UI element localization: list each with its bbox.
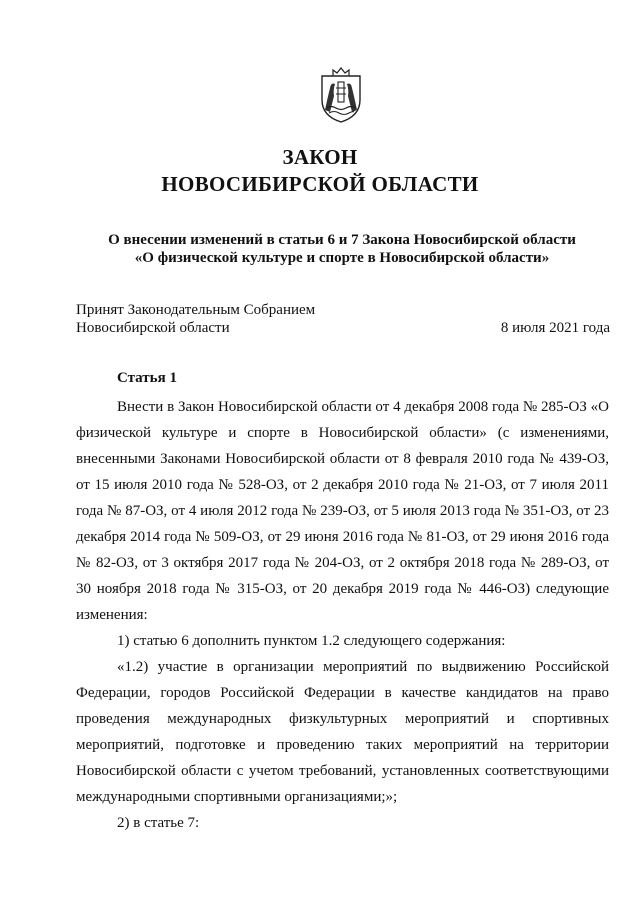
law-subtitle-line2: «О физической культуре и спорте в Новосибирской области» <box>134 250 550 266</box>
article-paragraph: 2) в статье 7: <box>117 815 200 831</box>
article-heading: Статья 1 <box>117 370 177 386</box>
law-subtitle-line1: О внесении изменений в статьи 6 и 7 Закона Новосибирской области <box>108 232 576 248</box>
article-paragraph: «1.2) участие в организации мероприятий по выдвижению Российской Федерации, городов Российской Федерации в качестве кандидатов на право проведения международных физкультурных мероприятий и спортивных мероприятий, подготовке и проведению таких мероприятий на территории Новосибирской области с учетом требований, установленных соответствующими международными спортивными организациями;»; <box>76 659 609 805</box>
adoption-date: 8 июля 2021 года <box>500 320 610 336</box>
adopted-by-line2: Новосибирской области <box>76 320 230 336</box>
article-paragraph: 1) статью 6 дополнить пунктом 1.2 следующего содержания: <box>117 633 506 649</box>
article-body <box>76 394 609 836</box>
adopted-by-line1: Принят Законодательным Собранием <box>76 302 316 318</box>
law-title-line1: ЗАКОН <box>282 145 358 169</box>
article-paragraph: Внести в Закон Новосибирской области от 4 декабря 2008 года № 285-ОЗ «О физической культуре и спорте в Новосибирской области» (с изменениями, внесенными Законами Новосибирской области от 8 февраля 2010 года № 439-ОЗ, от 15 июля 2010 года № 528-ОЗ, от 2 декабря 2010 года № 21-ОЗ, от 7 июля 2011 года № 87-ОЗ, от 4 июля 2012 года № 239-ОЗ, от 5 июля 2013 года № 351-ОЗ, от 23 декабря 2014 года № 509-ОЗ, от 29 июня 2016 года № 81-ОЗ, от 29 июня 2016 года № 82-ОЗ, от 3 октября 2017 года № 204-ОЗ, от 2 октября 2018 года № 289-ОЗ, от 30 ноября 2018 года № 315-ОЗ, от 20 декабря 2019 года № 446-ОЗ) следующие изменения: <box>76 399 609 623</box>
law-title-line2: НОВОСИБИРСКОЙ ОБЛАСТИ <box>161 172 479 196</box>
coat-of-arms-emblem-icon <box>316 66 366 124</box>
